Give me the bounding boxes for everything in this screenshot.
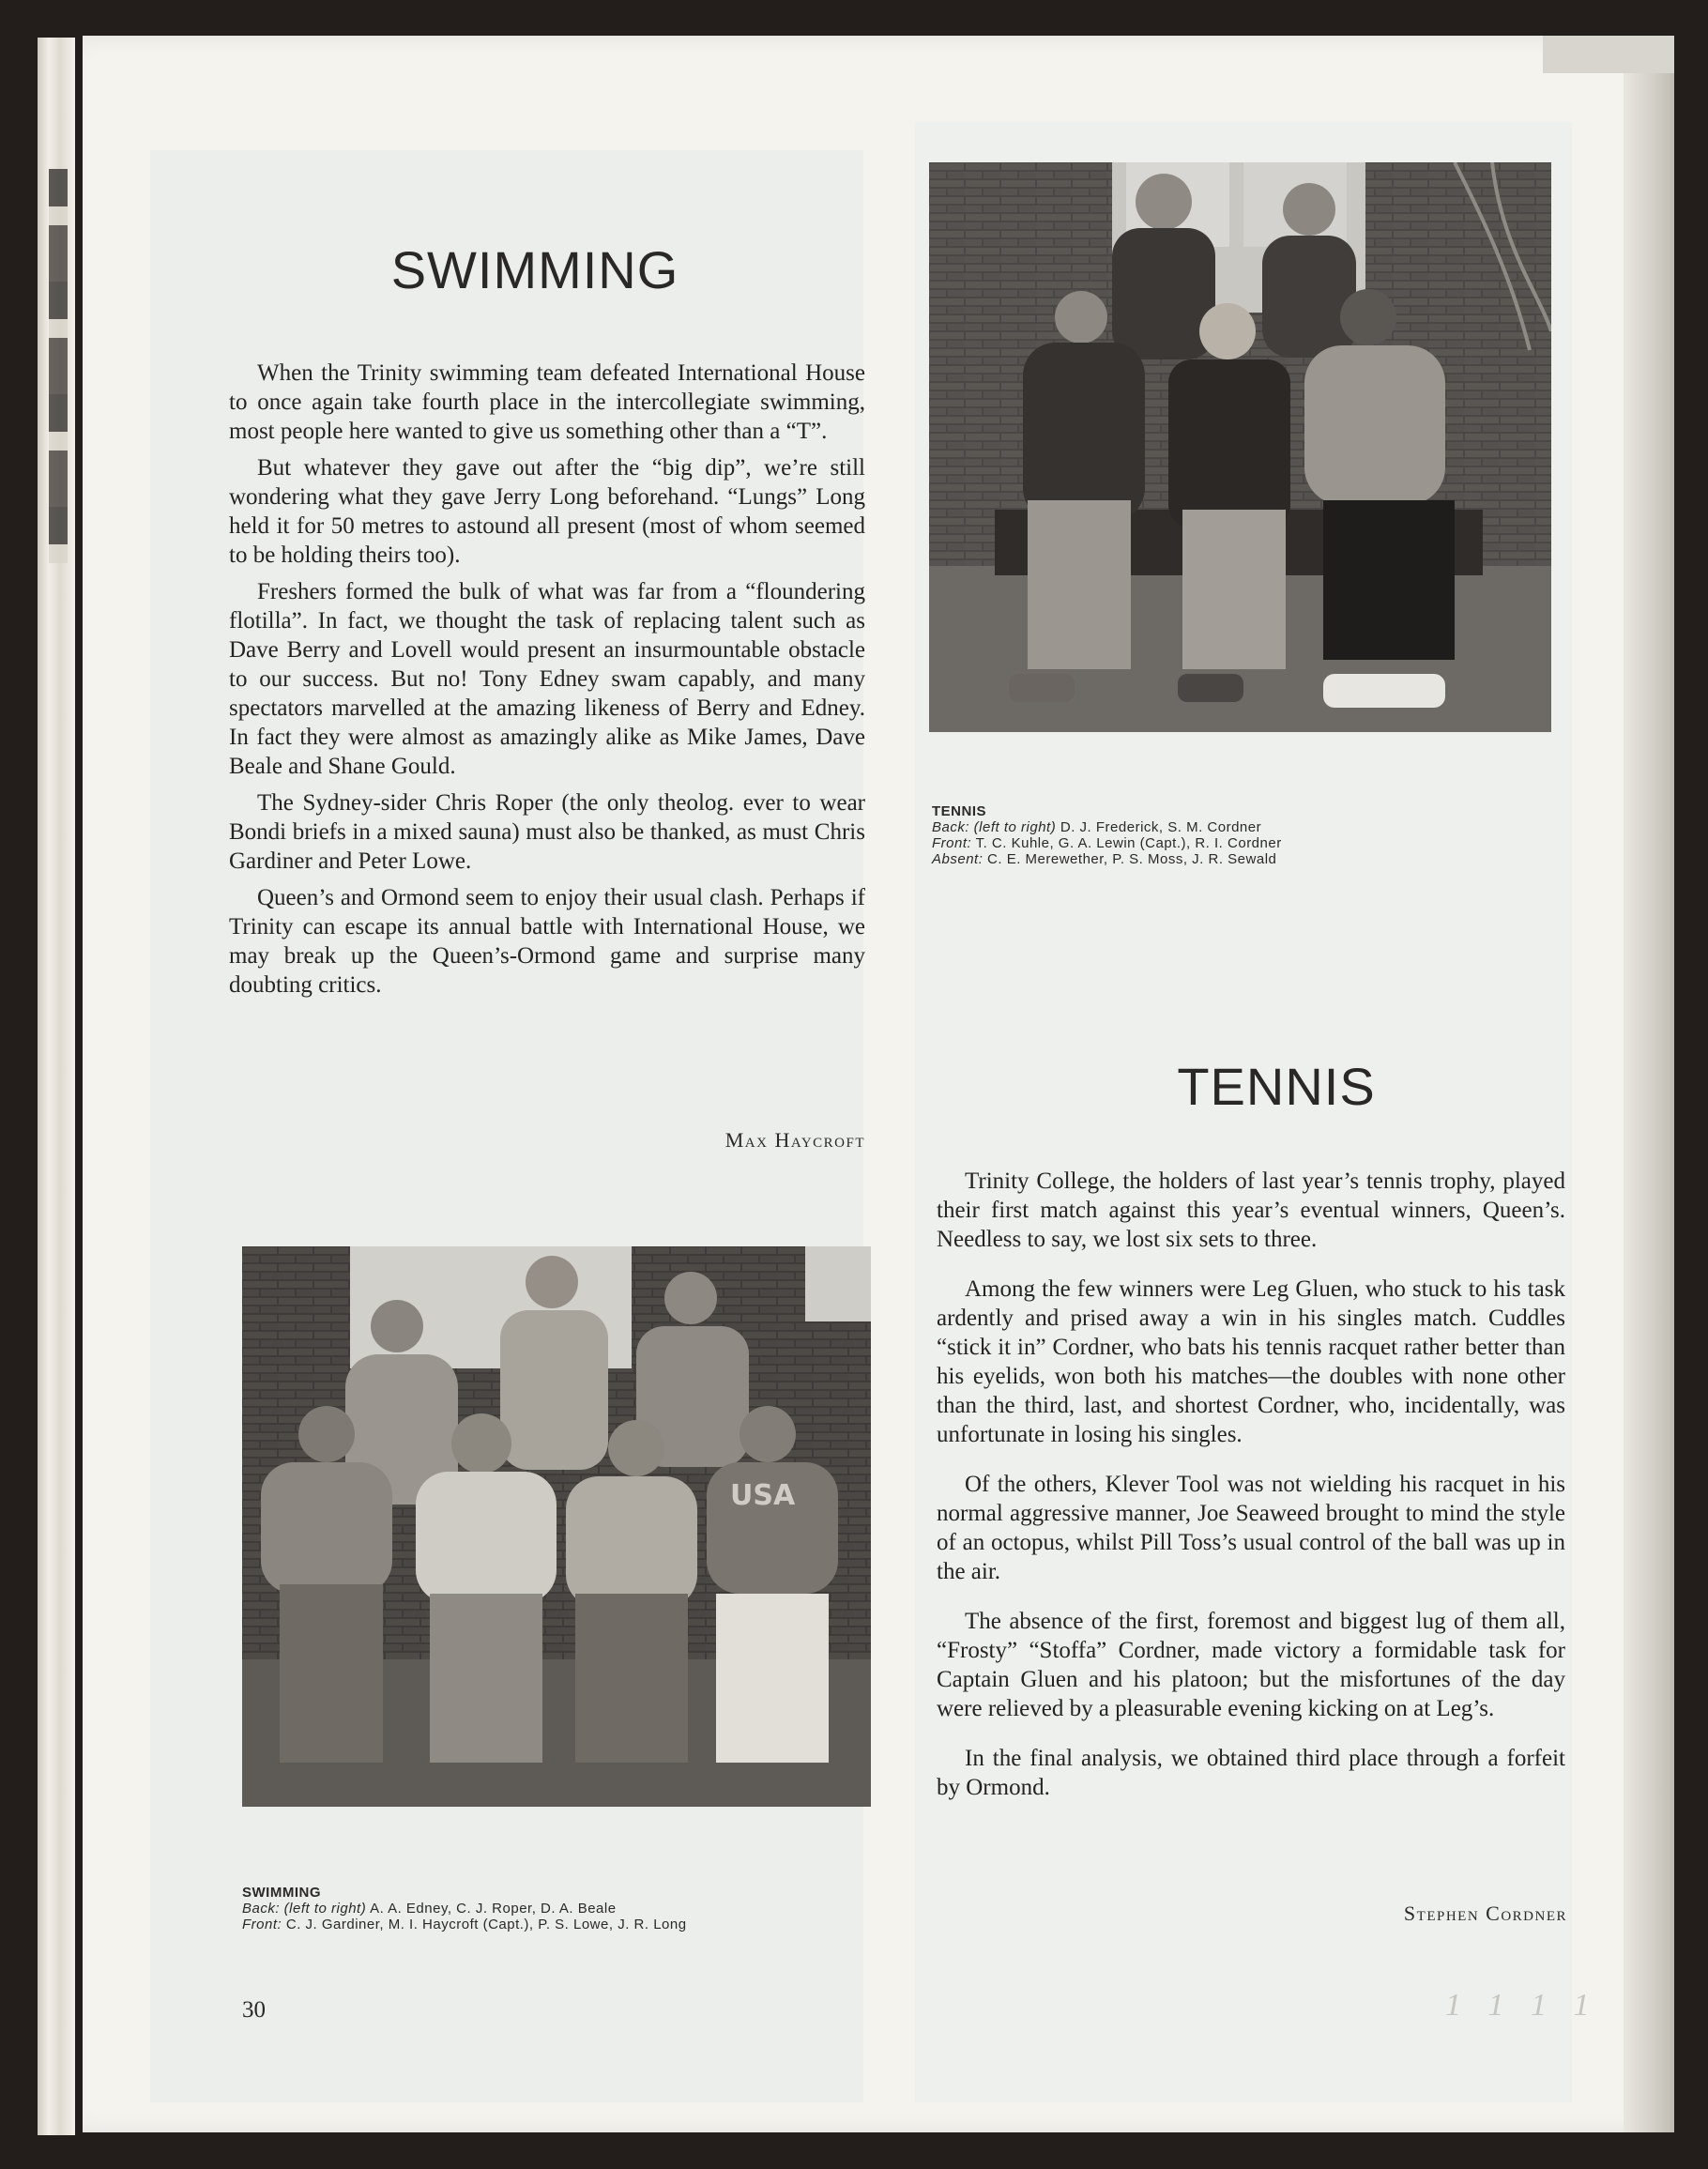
page-number: 30 (242, 1997, 266, 2023)
tennis-paragraph: Of the others, Klever Tool was not wielding his racquet in his normal aggressive manner, Joe Seaweed brought to mind the style of an octopus, whilst Pill Toss’s usual control of the ball was up in the air. (937, 1472, 1565, 1584)
tennis-paragraph: The absence of the first, foremost and biggest lug of them all, “Frosty” “Stoffa” Cordner, made victory a formidable task for Captain Gluen and his platoon; but the misfortunes of the day were relieved by a pleasurable evening kicking on at Leg’s. (937, 1609, 1565, 1721)
tennis-article (937, 1167, 1565, 1823)
caption-names: C. E. Merewether, P. S. Moss, J. R. Sewald (987, 851, 1277, 867)
caption-title: TENNIS (932, 803, 987, 819)
tennis-paragraph: In the final analysis, we obtained third place through a forfeit by Ormond. (937, 1746, 1565, 1800)
caption-title: SWIMMING (242, 1885, 321, 1901)
tennis-paragraph: Trinity College, the holders of last year’s tennis trophy, played their first match against this year’s eventual winners, Queen’s. Needless to say, we lost six sets to three. (937, 1169, 1565, 1252)
swimming-paragraph: When the Trinity swimming team defeated International House to once again take fourth place in the intercollegiate swimming, most people here wanted to give us something other than a “T”. (229, 360, 865, 444)
swimming-photo-caption (242, 1885, 871, 1932)
caption-names: A. A. Edney, C. J. Roper, D. A. Beale (370, 1901, 617, 1917)
caption-names: T. C. Kuhle, G. A. Lewin (Capt.), R. I. Cordner (975, 835, 1282, 851)
swimming-photo-graphic (242, 1246, 871, 1807)
caption-label: Back: (left to right) (932, 819, 1057, 835)
caption-label: Front: (932, 835, 972, 851)
tennis-photo-graphic (929, 162, 1551, 732)
page-corner (1543, 36, 1674, 73)
pencil-annotation: 1 1 1 1 (1445, 1988, 1599, 2023)
tennis-byline: Stephen Cordner (1403, 1902, 1567, 1925)
caption-label: Absent: (932, 851, 984, 867)
caption-names: C. J. Gardiner, M. I. Haycroft (Capt.), P. S. Lowe, J. R. Long (285, 1917, 687, 1932)
swimming-article (229, 359, 865, 1007)
facing-page-edge (1624, 36, 1674, 2132)
caption-names: D. J. Frederick, S. M. Cordner (1060, 819, 1262, 835)
tennis-heading: TENNIS (1177, 1057, 1376, 1116)
tennis-photo-caption (932, 803, 1551, 867)
tennis-team-photo (929, 162, 1551, 732)
swimming-paragraph: The Sydney-sider Chris Roper (the only theolog. ever to wear Bondi briefs in a mixed sauna) must also be thanked, as must Chris Gardiner and Peter Lowe. (229, 790, 865, 874)
caption-label: Back: (left to right) (242, 1901, 367, 1917)
spine-shadow (49, 169, 68, 563)
swimming-paragraph: Queen’s and Ormond seem to enjoy their usual clash. Perhaps if Trinity can escape its annual battle with International House, we may break up the Queen’s-Ormond game and surprise many doubting critics. (229, 885, 865, 998)
swimming-paragraph: But whatever they gave out after the “big dip”, we’re still wondering what they gave Jerry Long beforehand. “Lungs” Long held it for 50 metres to astound all present (most of whom seemed to be holding theirs too). (229, 455, 865, 568)
swimming-team-photo (242, 1246, 871, 1807)
swimming-heading: SWIMMING (390, 240, 679, 299)
shirt-lettering: USA (730, 1479, 796, 1512)
swimming-paragraph: Freshers formed the bulk of what was far from a “floundering flotilla”. In fact, we thought the task of replacing talent such as Dave Berry and Lovell would present an insurmountable obstacle to our success. But no! Tony Edney swam capably, and many spectators marvelled at the amazing likeness of Berry and Edney. In fact they were almost as amazingly alike as Mike James, Dave Beale and Shane Gould. (229, 579, 865, 779)
tennis-paragraph: Among the few winners were Leg Gluen, who stuck to his task ardently and prised away a win in his singles match. Cuddles “stick it in” Cordner, who bats his tennis racquet rather better than his eyelids, won both his matches—the doubles with none other than the third, last, and shortest Cordner, who, incidentally, was unfortunate in losing his singles. (937, 1276, 1565, 1447)
caption-label: Front: (242, 1917, 282, 1932)
swimming-byline: Max Haycroft (724, 1128, 865, 1152)
